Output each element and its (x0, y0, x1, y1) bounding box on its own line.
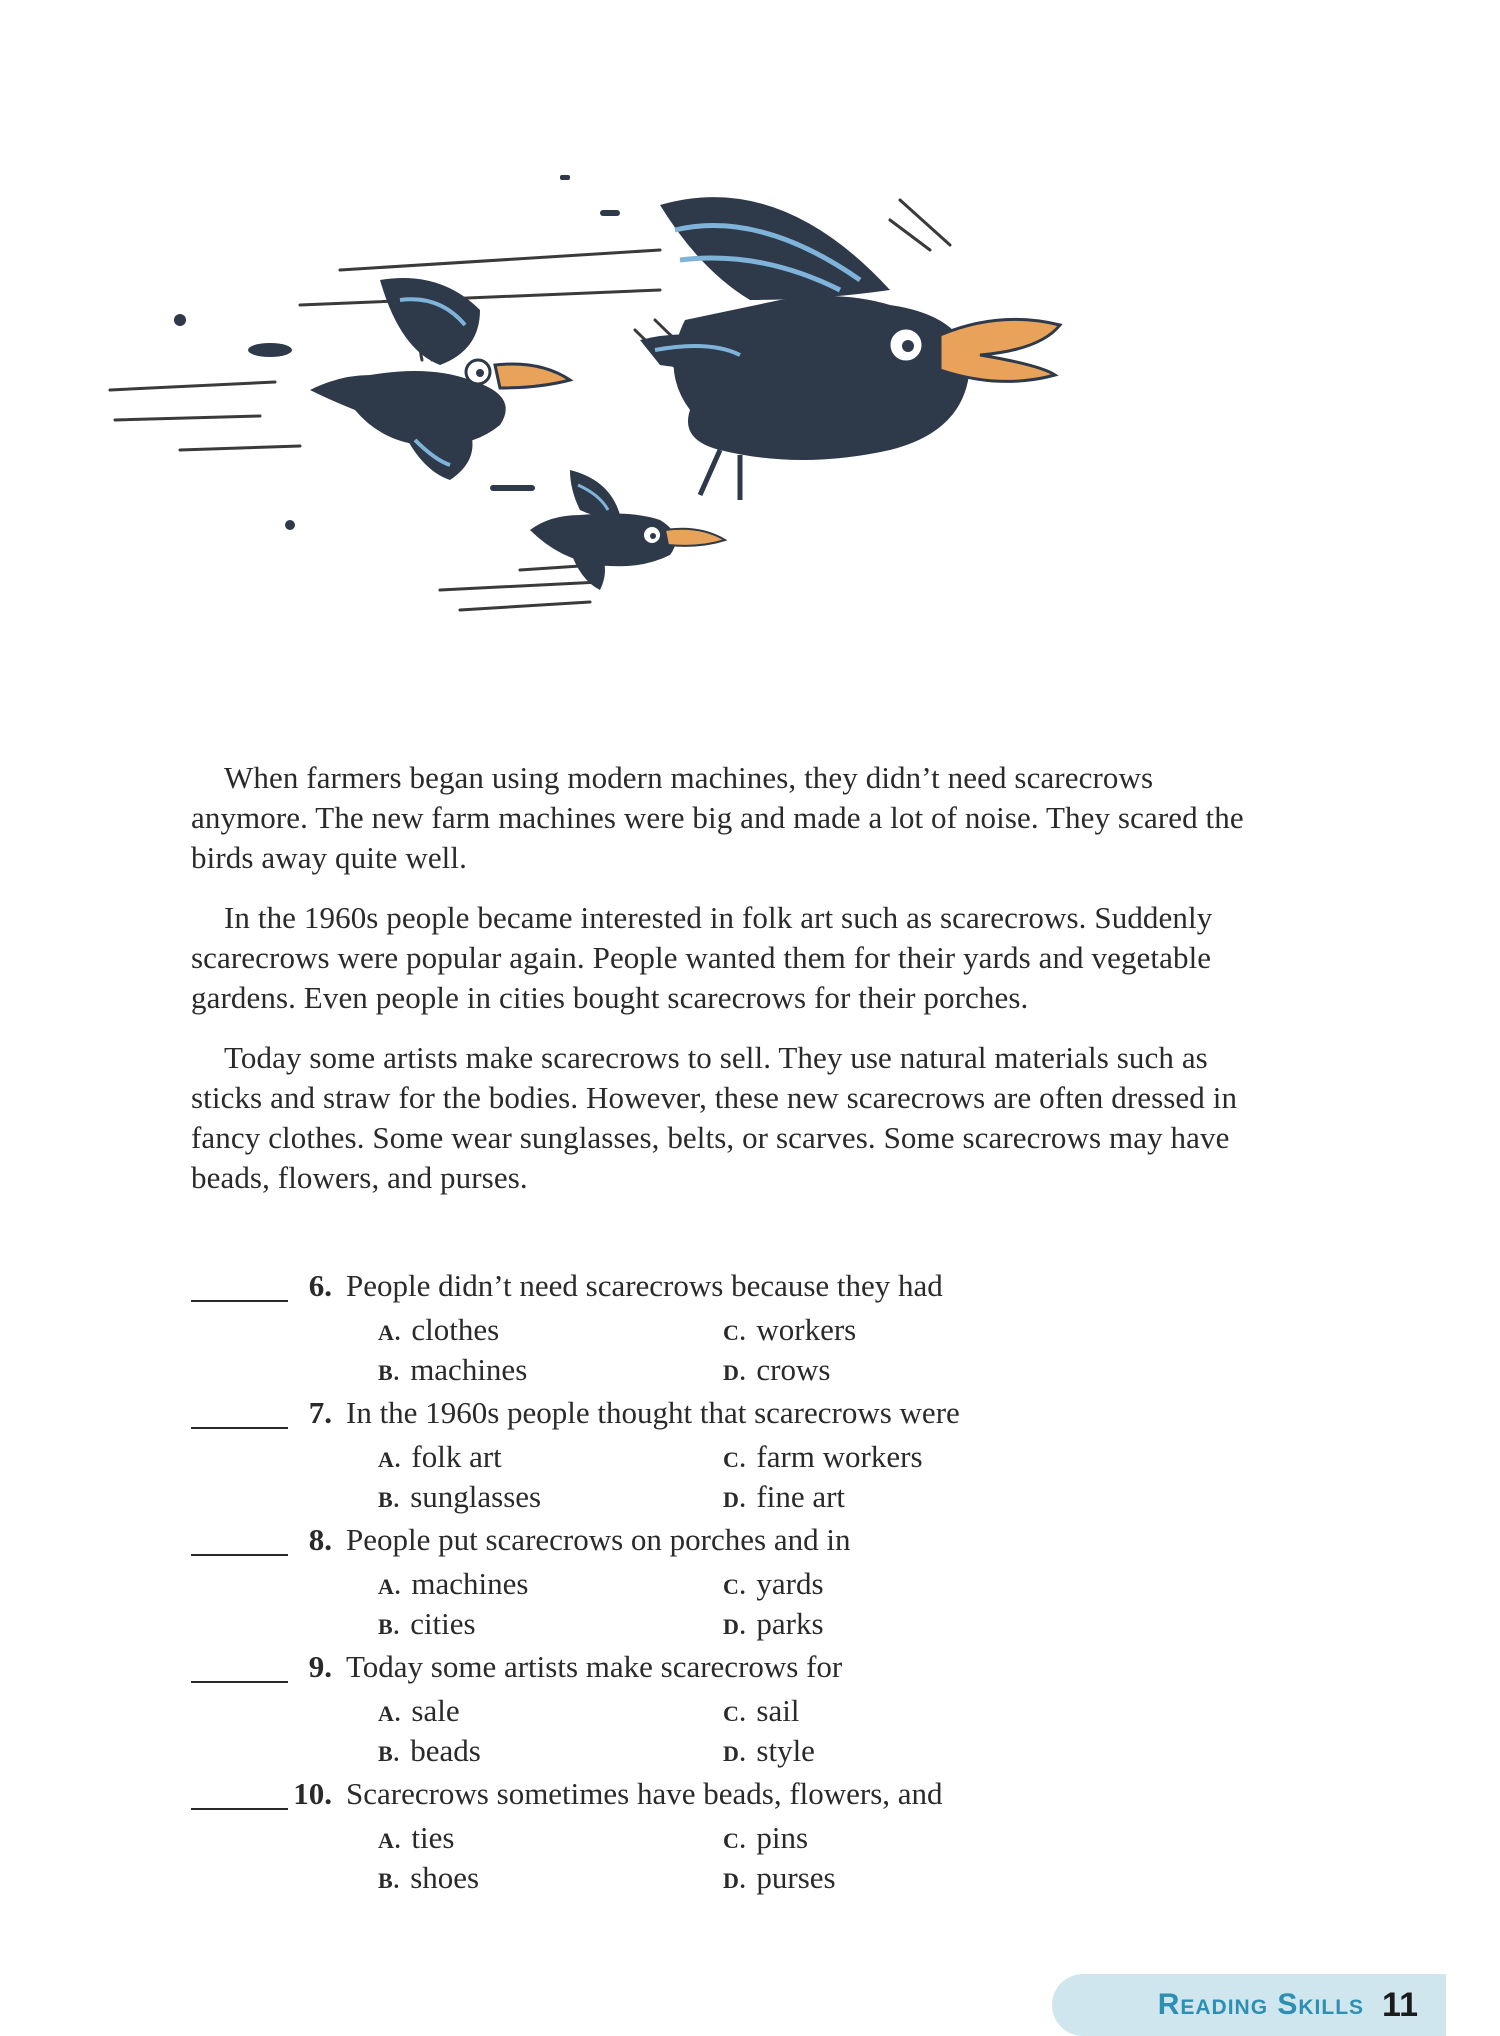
question-text: In the 1960s people thought that scarecrows were (346, 1395, 960, 1430)
option-b[interactable]: B. sunglasses (378, 1479, 542, 1514)
question-number: 10. (293, 1776, 332, 1811)
question-text: Today some artists make scarecrows for (346, 1649, 843, 1684)
option-b[interactable]: B. machines (378, 1352, 528, 1387)
question-6 (191, 1268, 1191, 1395)
option-b[interactable]: B. cities (378, 1606, 476, 1641)
small-crow (530, 470, 725, 590)
flying-crows-illustration (100, 150, 1250, 670)
option-d[interactable]: D. crows (723, 1352, 831, 1387)
option-c[interactable]: C. sail (723, 1693, 800, 1728)
question-10 (191, 1776, 1191, 1903)
question-number: 7. (308, 1395, 332, 1430)
large-crow (640, 197, 1060, 500)
question-7 (191, 1395, 1191, 1522)
option-a[interactable]: A. folk art (378, 1439, 502, 1474)
option-c[interactable]: C. yards (723, 1566, 824, 1601)
option-b[interactable]: B. shoes (378, 1860, 480, 1895)
passage-paragraph: In the 1960s people became interested in folk art such as scarecrows. Suddenly scarecrows were popular again. People wanted them for their yards and vegetable gardens. Even people in cities bought scarecrows for their porches. (191, 900, 1213, 1015)
option-d[interactable]: D. parks (723, 1606, 824, 1641)
page-number: 11 (1382, 1985, 1418, 2024)
question-8 (191, 1522, 1191, 1649)
option-c[interactable]: C. pins (723, 1820, 809, 1855)
option-c[interactable]: C. farm workers (723, 1439, 923, 1474)
option-a[interactable]: A. machines (378, 1566, 529, 1601)
question-text: People didn’t need scarecrows because they had (346, 1268, 943, 1303)
question-text: People put scarecrows on porches and in (346, 1522, 851, 1557)
option-a[interactable]: A. sale (378, 1693, 460, 1728)
question-number: 9. (308, 1649, 332, 1684)
answer-blank[interactable] (191, 1659, 288, 1683)
answer-blank[interactable] (191, 1786, 288, 1810)
question-list (191, 1268, 1191, 1903)
option-d[interactable]: D. purses (723, 1860, 836, 1895)
option-d[interactable]: D. fine art (723, 1479, 846, 1514)
option-d[interactable]: D. style (723, 1733, 815, 1768)
passage-paragraph: When farmers began using modern machines, they didn’t need scarecrows anymore. The new farm machines were big and made a lot of noise. They scared the birds away quite well. (191, 760, 1244, 875)
option-c[interactable]: C. workers (723, 1312, 857, 1347)
option-a[interactable]: A. ties (378, 1820, 455, 1855)
section-label: Reading Skills (1157, 1988, 1365, 2021)
page-footer-tab (1052, 1974, 1446, 2036)
question-number: 8. (308, 1522, 332, 1557)
question-text: Scarecrows sometimes have beads, flowers, and (346, 1776, 943, 1811)
answer-blank[interactable] (191, 1532, 288, 1556)
passage-paragraph: Today some artists make scarecrows to sell. They use natural materials such as sticks and straw for the bodies. However, these new scarecrows are often dressed in fancy clothes. Some wear sunglasses, belts, or scarves. Some scarecrows may have beads, flowers, and purses. (191, 1040, 1238, 1195)
debris-dots (174, 175, 620, 530)
question-number: 6. (308, 1268, 332, 1303)
option-b[interactable]: B. beads (378, 1733, 481, 1768)
question-9 (191, 1649, 1191, 1776)
option-a[interactable]: A. clothes (378, 1312, 500, 1347)
answer-blank[interactable] (191, 1278, 288, 1302)
reading-passage (191, 758, 1271, 1218)
medium-crow (310, 278, 570, 480)
answer-blank[interactable] (191, 1405, 288, 1429)
